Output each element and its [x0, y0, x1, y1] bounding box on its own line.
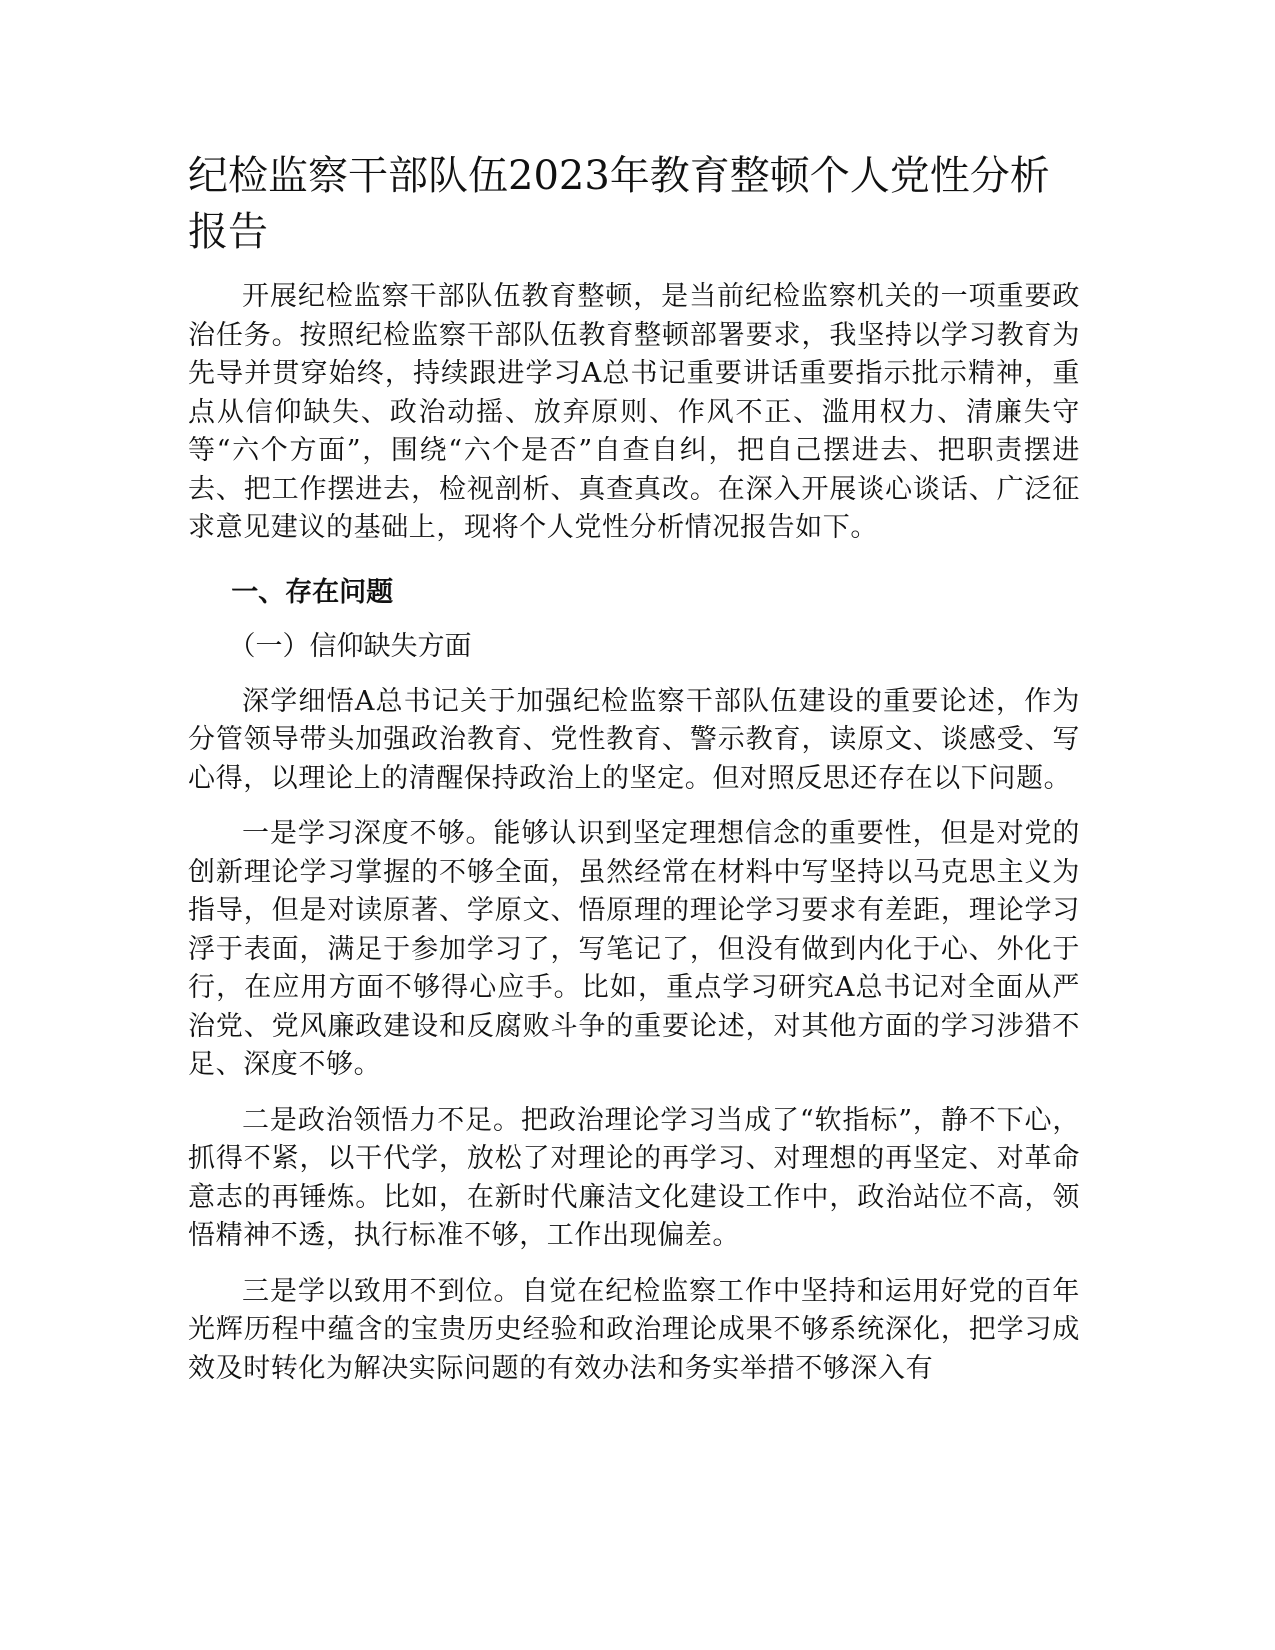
- body-paragraph: 一是学习深度不够。能够认识到坚定理想信念的重要性，但是对党的创新理论学习掌握的不够全面，虽然经常在材料中写坚持以马克思主义为指导，但是对读原著、学原文、悟原理的理论学习要求有差距，理论学习浮于表面，满足于参加学习了，写笔记了，但没有做到内化于心、外化于行，在应用方面不够得心应手。比如，重点学习研究A总书记对全面从严治党、党风廉政建设和反腐败斗争的重要论述，对其他方面的学习涉猎不足、深度不够。: [188, 818, 1080, 1080]
- body-paragraph: 深学细悟A总书记关于加强纪检监察干部队伍建设的重要论述，作为分管领导带头加强政治教育、党性教育、警示教育，读原文、谈感受、写心得，以理论上的清醒保持政治上的坚定。但对照反思还存在以下问题。: [188, 685, 1080, 794]
- section-heading-problems: 一、存在问题: [231, 576, 394, 608]
- body-paragraph: 三是学以致用不到位。自觉在纪检监察工作中坚持和运用好党的百年光辉历程中蕴含的宝贵历史经验和政治理论成果不够系统深化，把学习成效及时转化为解决实际问题的有效办法和务实举措不够深入有: [188, 1275, 1080, 1384]
- document-body: [188, 148, 1080, 1388]
- intro-paragraph: 开展纪检监察干部队伍教育整顿，是当前纪检监察机关的一项重要政治任务。按照纪检监察干部队伍教育整顿部署要求，我坚持以学习教育为先导并贯穿始终，持续跟进学习A总书记重要讲话重要指示批示精神，重点从信仰缺失、政治动摇、放弃原则、作风不正、滥用权力、清廉失守等“六个方面”，围绕“六个是否”自查自纠，把自己摆进去、把职责摆进去、把工作摆进去，检视剖析、真查真改。在深入开展谈心谈话、广泛征求意见建议的基础上，现将个人党性分析情况报告如下。: [188, 281, 1080, 543]
- body-paragraph: 二是政治领悟力不足。把政治理论学习当成了“软指标”，静不下心，抓得不紧，以干代学，放松了对理论的再学习、对理想的再坚定、对革命意志的再锤炼。比如，在新时代廉洁文化建设工作中，政治站位不高，领悟精神不透，执行标准不够，工作出现偏差。: [188, 1104, 1080, 1251]
- subsection-heading-faith: （一）信仰缺失方面: [228, 630, 472, 662]
- document-title: 纪检监察干部队伍2023年教育整顿个人党性分析报告: [188, 153, 1050, 255]
